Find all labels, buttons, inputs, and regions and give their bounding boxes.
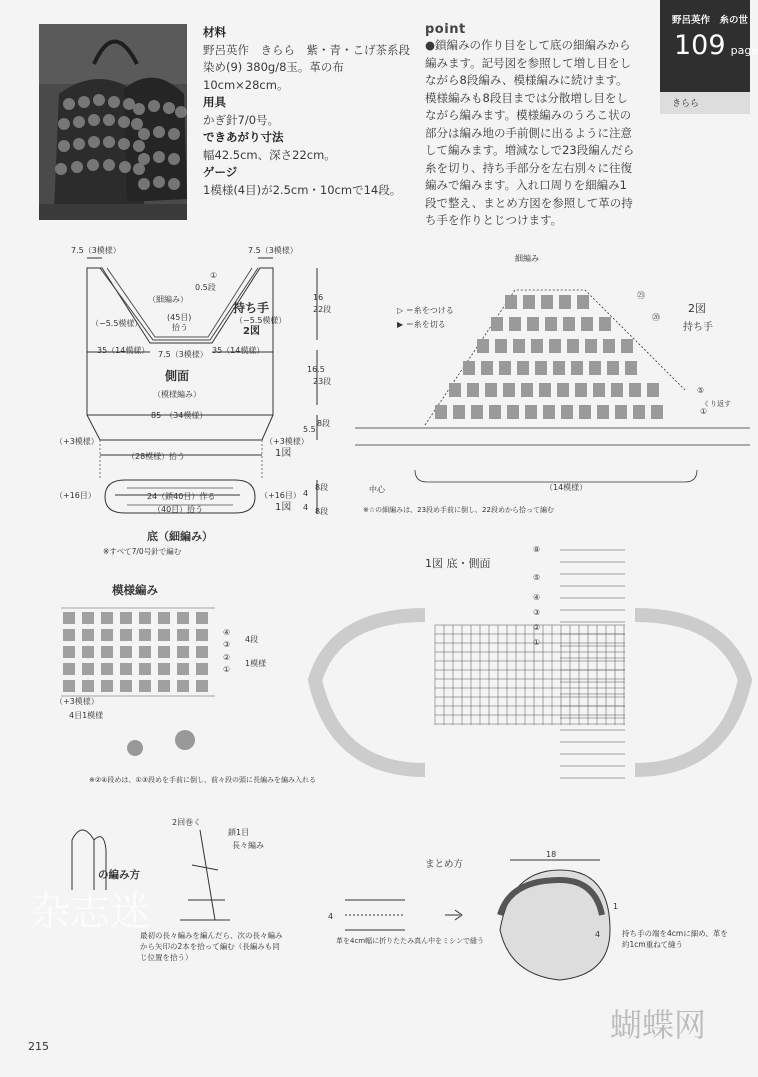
- label-handle: 持ち手: [233, 301, 270, 315]
- fig2-row-22: ⑳: [652, 313, 660, 322]
- fig2-stitch-block: [435, 405, 447, 419]
- fig2-stitch-block: [603, 339, 615, 353]
- dim-40-pick: （40目）拾う: [153, 505, 204, 514]
- fig2-stitch-block: [527, 317, 539, 331]
- pattern-stitch-block: [139, 663, 151, 675]
- bag-photo-graphic: [39, 24, 187, 220]
- fig2-row-5: ⑤: [697, 386, 705, 395]
- label-minus-left: （−5.5模様）: [91, 319, 143, 328]
- materials-body: 野呂英作 きらら 紫・青・こげ茶系段染め(9) 380g/8玉。革の布10cm×28cm。: [203, 42, 410, 92]
- pattern-stitch-block: [82, 680, 94, 692]
- pattern-stitch-block: [196, 629, 208, 641]
- tools-title: 用具: [203, 95, 226, 109]
- pattern-stitch-block: [120, 646, 132, 658]
- pattern-stitch-block: [82, 612, 94, 624]
- finish-width-18: 18: [546, 850, 557, 859]
- fig2-stitch-block: [507, 405, 519, 419]
- size-body: 幅42.5cm、深さ22cm。: [203, 147, 336, 162]
- gauge-title: ゲージ: [203, 165, 238, 179]
- pattern-stitch-block: [139, 680, 151, 692]
- fig2-stitch-block: [491, 317, 503, 331]
- pattern-stitch-block: [82, 663, 94, 675]
- fig2-stitch-block: [471, 405, 483, 419]
- fig2-stitch-block: [489, 405, 501, 419]
- yarn-label: きらら: [672, 99, 700, 109]
- fig2-stitch-block: [593, 383, 605, 397]
- tools-body: かぎ針7/0号。: [203, 112, 280, 127]
- fig2-stitch-block: [579, 405, 591, 419]
- dim-8-b: 8段: [315, 507, 329, 516]
- dim-8-a: 8段: [315, 483, 329, 492]
- fig2-stitch-block: [553, 361, 565, 375]
- fig2-stitch-block: [509, 317, 521, 331]
- fig2-stitch-block: [611, 383, 623, 397]
- finish-n1: 1: [613, 902, 619, 911]
- fig2-handle-chart: [355, 250, 750, 530]
- pattern-stitch-block: [101, 612, 113, 624]
- fig2-stitch-block: [481, 361, 493, 375]
- label-side-sub: （模様編み）: [153, 390, 201, 399]
- dim-35-right: 35（14模様）: [212, 346, 265, 355]
- pattern-row-3: ③: [223, 640, 231, 649]
- pattern-row-1: ①: [223, 665, 231, 674]
- label-plus3-left: （+3模様）: [55, 437, 99, 446]
- dim-5-5: 5.5: [303, 425, 316, 434]
- dim-8-rows: 8段: [317, 419, 331, 428]
- fig2-legend-attach: ▷ ＝糸をつける: [397, 306, 454, 315]
- fig2-14-patterns: （14模様）: [545, 483, 588, 492]
- pattern-stitch-block: [82, 629, 94, 641]
- label-plus3-right: （+3模様）: [265, 437, 309, 446]
- pattern-title: 模様編み: [112, 583, 158, 597]
- fig2-stitch-block: [561, 405, 573, 419]
- fig1-row-8: ⑧: [533, 545, 541, 554]
- fig1-row-1: ①: [533, 638, 541, 647]
- pattern-stitch-block: [101, 680, 113, 692]
- fig2-stitch-block: [647, 383, 659, 397]
- pattern-stitch-block: [177, 612, 189, 624]
- pattern-plus3: （+3模様）: [55, 697, 99, 706]
- page-number: 215: [28, 1040, 49, 1053]
- pattern-stitch-block: [120, 612, 132, 624]
- fig2-stitch-block: [539, 383, 551, 397]
- dim-85: 85 （34模様）: [151, 411, 208, 420]
- pattern-stitch-block: [63, 663, 75, 675]
- fig2-stitch-block: [485, 383, 497, 397]
- finish-note: 持ち手の端を4cmに細め、革を約1cm重ねて縫う: [622, 929, 728, 949]
- fig2-stitch-block: [589, 361, 601, 375]
- fig2-stitch-block: [503, 383, 515, 397]
- stitch-wrap: 2回巻く: [172, 818, 202, 827]
- pattern-stitch-block: [177, 629, 189, 641]
- fig2-stitch-block: [571, 361, 583, 375]
- fig2-center: 中心: [369, 485, 385, 494]
- dim-4-b: 4: [303, 503, 309, 512]
- fig2-stitch-block: [633, 405, 645, 419]
- label-plus16-right: （+16目）: [260, 491, 301, 500]
- fig2-stitch-block: [621, 339, 633, 353]
- dim-24-chain: 24（鎖40目）作る: [147, 492, 216, 501]
- dim-7-5-center: 7.5（3模様）: [158, 350, 208, 359]
- size-title: できあがり寸法: [203, 130, 284, 144]
- dim-22-rows: 22段: [313, 305, 332, 314]
- stitch-chain-1: 鎖1目: [228, 828, 250, 837]
- pattern-stitch-block: [158, 612, 170, 624]
- dim-half-row: 0.5段: [195, 283, 216, 292]
- pattern-stitch-block: [158, 646, 170, 658]
- pattern-row-4: ④: [223, 628, 231, 637]
- fig2-stitch-block: [499, 361, 511, 375]
- pattern-stitch-block: [158, 680, 170, 692]
- fig2-stitch-block: [541, 295, 553, 309]
- pattern-rep-unit: 1模様: [245, 659, 267, 668]
- header-page-number: 109: [674, 30, 726, 61]
- pattern-stitch-block: [158, 629, 170, 641]
- pattern-stitch-block: [101, 663, 113, 675]
- row-mark-1: ①: [210, 271, 218, 280]
- fig2-stitch-block: [505, 295, 517, 309]
- fig1-base-title: 1図 底・側面: [425, 557, 491, 570]
- finish-diagram: [310, 845, 750, 995]
- fig2-stitch-block: [625, 361, 637, 375]
- header-tab: [660, 0, 758, 92]
- fig2-stitch-block: [607, 361, 619, 375]
- fig2-stitch-block: [651, 405, 663, 419]
- fig2-repeat: くり返す: [703, 400, 731, 408]
- fig2-legend-cut: ▶ ＝糸を切る: [397, 320, 446, 329]
- pattern-stitch-block: [63, 680, 75, 692]
- pattern-stitch-block: [101, 646, 113, 658]
- fig1-row-3: ③: [533, 608, 541, 617]
- label-pick-up: 拾う: [172, 323, 188, 332]
- dim-4-a: 4: [303, 489, 309, 498]
- pattern-stitch-block: [120, 663, 132, 675]
- dim-16: 16: [313, 293, 324, 302]
- fig2-note: ※☆の細編みは、23段め手前に倒し、22段めから拾って編む: [363, 506, 554, 514]
- finish-fold-note: 革を4cm幅に折りたたみ真ん中をミシンで縫う: [336, 937, 484, 945]
- fig2-stitch-block: [535, 361, 547, 375]
- pattern-stitch-block: [196, 680, 208, 692]
- pattern-stitch-block: [63, 646, 75, 658]
- fig2-stitch-block: [557, 383, 569, 397]
- fig2-stitch-block: [543, 405, 555, 419]
- materials-title: 材料: [203, 25, 226, 39]
- pattern-stitch-block: [158, 663, 170, 675]
- schematic-diagram: [55, 240, 345, 560]
- fig2-stitch-block: [521, 383, 533, 397]
- point-block: [425, 22, 635, 230]
- fig1-base-chart: [295, 540, 750, 805]
- fig2-stitch-block: [577, 295, 589, 309]
- pattern-stitch-block: [120, 629, 132, 641]
- stitch-title: の編み方: [98, 869, 140, 881]
- fig2-subtitle: 持ち手: [683, 322, 713, 333]
- stitch-body: 最初の長々編みを編んだら、次の長々編みから矢印の2本を拾って編む（長編みも同じ位置を拾う）: [140, 931, 283, 962]
- header-author: 野呂英作 糸の世: [672, 15, 749, 26]
- fig2-stitch-block: [525, 405, 537, 419]
- pattern-stitch-block: [63, 612, 75, 624]
- fig2-stitch-block: [523, 295, 535, 309]
- label-fig2-ref: 2図: [243, 326, 260, 337]
- pattern-stitch-block: [82, 646, 94, 658]
- pattern-stitch-block: [177, 663, 189, 675]
- note-needle: ※すべて7/0号針で編む: [103, 547, 182, 556]
- fig2-stitch-block: [477, 339, 489, 353]
- fig2-stitch-block: [549, 339, 561, 353]
- fig2-row-23: ㉓: [637, 291, 645, 300]
- point-title: point: [425, 22, 466, 37]
- fig2-stitch-block: [453, 405, 465, 419]
- fig2-stitch-block: [449, 383, 461, 397]
- yarn-label-bar: [660, 92, 750, 114]
- fig2-stitch-block: [545, 317, 557, 331]
- fig1-row-5: ⑤: [533, 573, 541, 582]
- dim-35-left: 35（14模様）: [97, 346, 150, 355]
- pattern-stitch-block: [177, 680, 189, 692]
- watermark-left: 杂志迷: [30, 889, 150, 935]
- fig2-stitch-block: [599, 317, 611, 331]
- fig1-row-2: ②: [533, 623, 541, 632]
- fig2-stitch-block: [597, 405, 609, 419]
- finish-v4: 4: [328, 912, 334, 921]
- fig2-stitch-block: [563, 317, 575, 331]
- pattern-stitch-block: [139, 612, 151, 624]
- fig2-stitch-block: [559, 295, 571, 309]
- stitch-tr: 長々編み: [232, 841, 264, 850]
- point-body: ●鎖編みの作り目をして底の細編みから編みます。記号図を参照して増し目をしながら8段編み、模様編みに続けます。模様編みも8段目までは分散増し目をしながら編みます。模様編みのうろこ状の部分は編み地の手前側に出るように注意して編みます。増減なしで23段編んだら糸を切り、持ち手部分を左右別々に往復編みで編みます。入れ口周りを細編み1段で整え、まとめ方図を参照して革の持ち手を作りとじつけます。: [425, 38, 635, 227]
- dim-23-rows: 23段: [313, 377, 332, 386]
- fig2-stitch-block: [585, 339, 597, 353]
- dim-top-left: 7.5（3模様）: [71, 246, 121, 255]
- fig2-stitch-block: [467, 383, 479, 397]
- pattern-note: ※②④段めは、①③段めを手前に倒し、前々段の頭に長編みを編み入れる: [89, 776, 316, 784]
- label-45-stitches: (45目): [167, 313, 192, 322]
- fig2-row-1: ①: [700, 407, 708, 416]
- fig2-stitch-block: [517, 361, 529, 375]
- label-minus-right: （−5.5模様）: [235, 316, 287, 325]
- dim-28: （28模様）拾う: [127, 452, 186, 461]
- label-single-crochet: （細編み）: [148, 295, 188, 304]
- label-fig1-ref-a: 1図: [275, 448, 292, 459]
- fig2-stitch-block: [581, 317, 593, 331]
- finish-title: まとめ方: [425, 859, 464, 870]
- fig2-stitch-block: [567, 339, 579, 353]
- dim-16-5: 16.5: [307, 365, 325, 374]
- dim-top-right: 7.5（3模様）: [248, 246, 298, 255]
- fig2-stitch-block: [615, 405, 627, 419]
- watermark-site: 蝴蝶网: [610, 1006, 707, 1044]
- product-photo: [39, 24, 187, 220]
- pattern-unit: 4目1模様: [69, 711, 104, 720]
- pattern-stitch-block: [120, 680, 132, 692]
- pattern-stitch-block: [139, 646, 151, 658]
- fig2-stitch-block: [531, 339, 543, 353]
- label-bottom: 底（細編み）: [147, 530, 213, 543]
- fig2-chain-label: 細編み: [515, 254, 539, 263]
- pattern-stitch-block: [196, 612, 208, 624]
- pattern-stitch-block: [139, 629, 151, 641]
- pattern-rep-rows: 4段: [245, 635, 259, 644]
- label-side: 側面: [165, 369, 190, 383]
- fig2-title: 2図: [688, 302, 706, 315]
- fig2-stitch-block: [629, 383, 641, 397]
- pattern-stitch-block: [101, 629, 113, 641]
- fig2-stitch-block: [495, 339, 507, 353]
- materials-block: [203, 24, 413, 199]
- fig2-stitch-block: [463, 361, 475, 375]
- pattern-stitch-chart: [55, 600, 316, 800]
- gauge-body: 1模様(4目)が2.5cm・10cmで14段。: [203, 182, 402, 197]
- finish-n4: 4: [595, 930, 601, 939]
- fig2-stitch-block: [575, 383, 587, 397]
- pattern-stitch-block: [196, 663, 208, 675]
- pattern-stitch-block: [177, 646, 189, 658]
- fig2-stitch-block: [513, 339, 525, 353]
- pattern-stitch-block: [63, 629, 75, 641]
- label-fig1-ref-b: 1図: [275, 502, 292, 513]
- label-plus16-left: （+16目）: [55, 491, 96, 500]
- pattern-row-2: ②: [223, 653, 231, 662]
- header-page-word: page: [730, 44, 758, 57]
- pattern-stitch-block: [196, 646, 208, 658]
- fig1-row-4: ④: [533, 593, 541, 602]
